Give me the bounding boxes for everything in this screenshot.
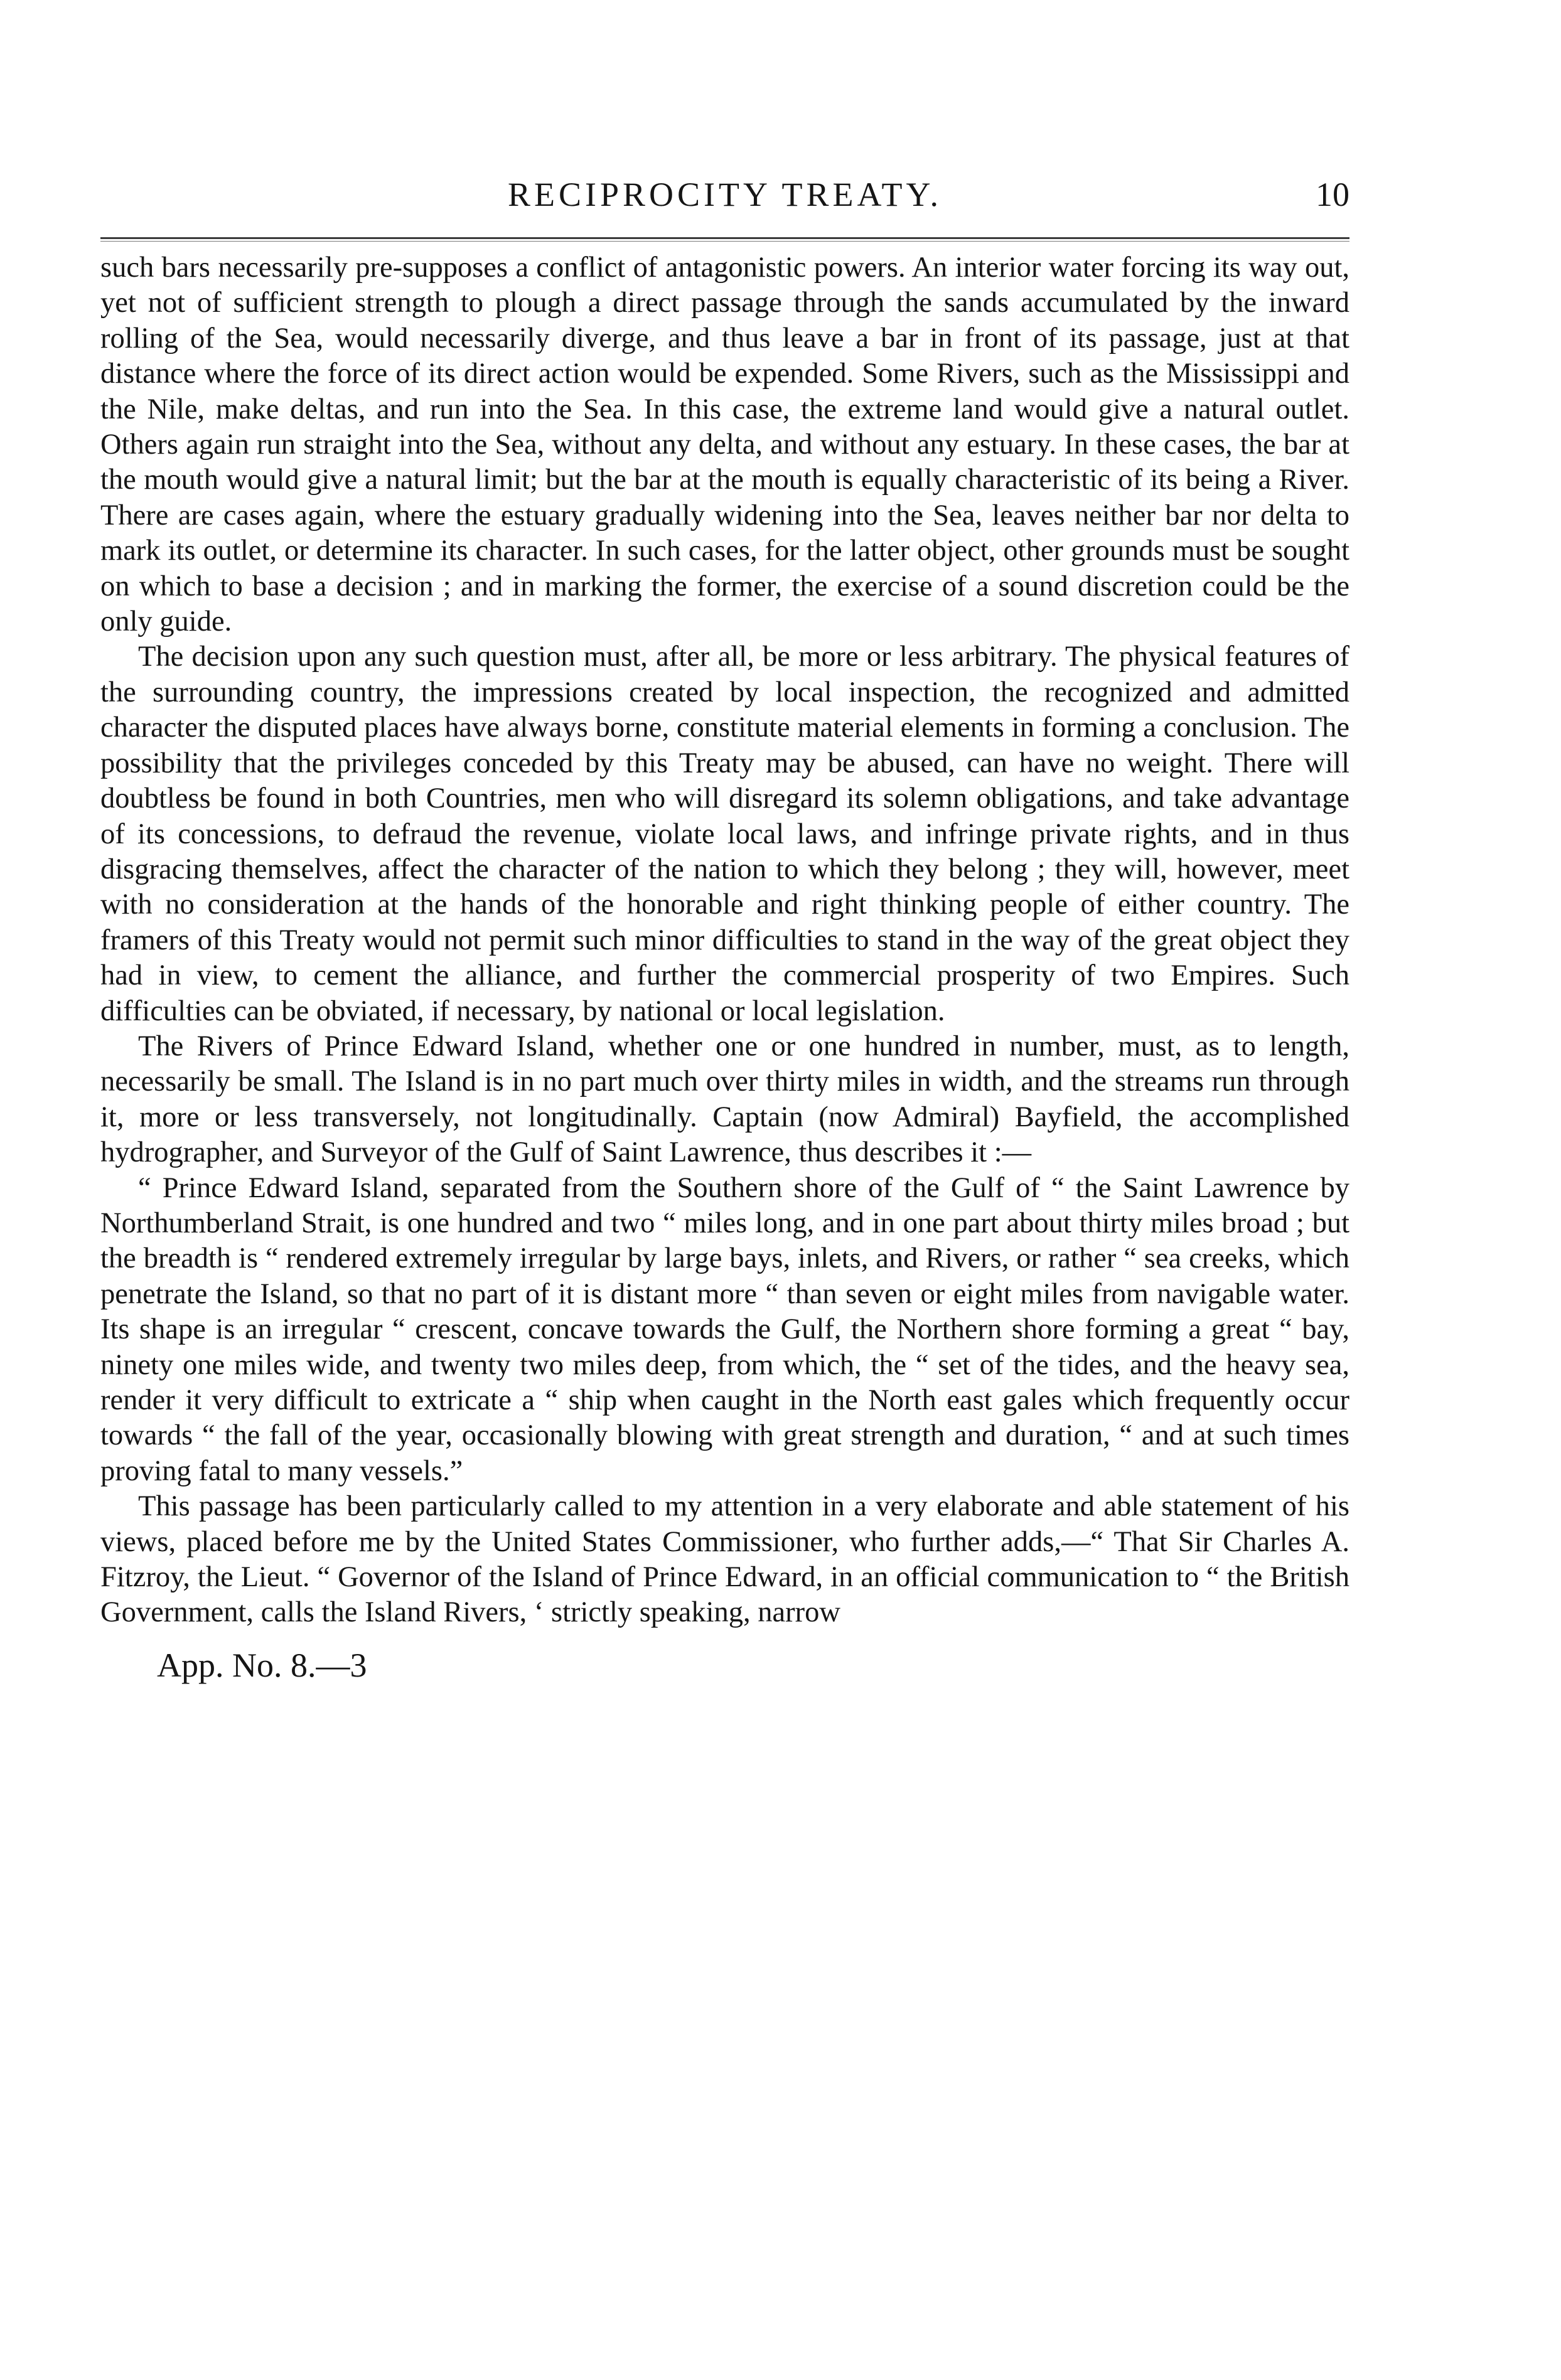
body-text (100, 250, 1349, 1631)
page-footer-signature: App. No. 8.—3 (157, 1646, 367, 1684)
paragraph-decision-arbitrary: The decision upon any such question must, after all, be more or less arbitrary. The physical features of the surrounding country, the impressions created by local inspection, the recognized and admitted character the disputed places have always borne, constitute material elements in forming a conclusion. The possibility that the privileges conceded by this Treaty may be abused, can have no weight. There will doubtless be found in both Countries, men who will disregard its solemn obligations, and take advantage of its concessions, to defraud the revenue, violate local laws, and infringe private rights, and in thus disgracing themselves, affect the character of the nation to which they belong ; they will, however, meet with no consideration at the hands of the honorable and right thinking people of either country. The framers of this Treaty would not permit such minor difficulties to stand in the way of the great object they had in view, to cement the alliance, and further the commercial prosperity of two Empires. Such difficulties can be obviated, if necessary, by national or local legislation. (100, 641, 1349, 1027)
document-page (100, 169, 1349, 1687)
page-number: 10 (1316, 176, 1349, 213)
quotation-bayfield: “ Prince Edward Island, separated from the Southern shore of the Gulf of “ the Saint Lawrence by Northumberland Strait, is one hundred and two “ miles long, and in one part about thirty miles broad ; but the breadth is “ rendered extremely irregular by large bays, inlets, and Rivers, or rather “ sea creeks, which penetrate the Island, so that no part of it is distant more “ than seven or eight miles from navigable water. Its shape is an irregular “ crescent, concave towards the Gulf, the Northern shore forming a great “ bay, ninety one miles wide, and twenty two miles deep, from which, the “ set of the tides, and the heavy sea, render it very difficult to extricate a “ ship when caught in the North east gales which frequently occur towards “ the fall of the year, occasionally blowing with great strength and duration, “ and at such times proving fatal to many vessels.” (100, 1171, 1349, 1487)
paragraph-island-rivers: The Rivers of Prince Edward Island, whether one or one hundred in number, must, as to length, necessarily be small. The Island is in no part much over thirty miles in width, and the streams run through it, more or less transversely, not longitudinally. Captain (now Admiral) Bayfield, the accomplished hydrographer, and Surveyor of the Gulf of Saint Lawrence, thus describes it :— (100, 1030, 1349, 1169)
running-title: RECIPROCITY TREATY. (507, 176, 943, 213)
paragraph-commissioner-statement: This passage has been particularly called to my attention in a very elaborate and able statement of his views, placed before me by the United States Commissioner, who further adds,—“ That Sir Charles A. Fitzroy, the Lieut. “ Governor of the Island of Prince Edward, in an official communication to “ the British Government, calls the Island Rivers, ‘ strictly speaking, narrow (100, 1490, 1349, 1629)
page-header (100, 169, 1349, 226)
paragraph-bars-and-rivers: such bars necessarily pre-supposes a conflict of antagonistic powers. An interior water forcing its way out, yet not of sufficient strength to plough a direct passage through the sands accumulated by the inward rolling of the Sea, would necessarily diverge, and thus leave a bar in front of its passage, just at that distance where the force of its direct action would be expended. Some Rivers, such as the Mississippi and the Nile, make deltas, and run into the Sea. In this case, the extreme land would give a natural outlet. Others again run straight into the Sea, without any delta, and without any estuary. In these cases, the bar at the mouth would give a natural limit; but the bar at the mouth is equally characteristic of its being a River. There are cases again, where the estuary gradually widening into the Sea, leaves neither bar nor delta to mark its outlet, or determine its character. In such cases, for the latter object, other grounds must be sought on which to base a decision ; and in marking the former, the exercise of a sound discretion could be the only guide. (100, 252, 1349, 638)
header-rule (100, 237, 1349, 242)
